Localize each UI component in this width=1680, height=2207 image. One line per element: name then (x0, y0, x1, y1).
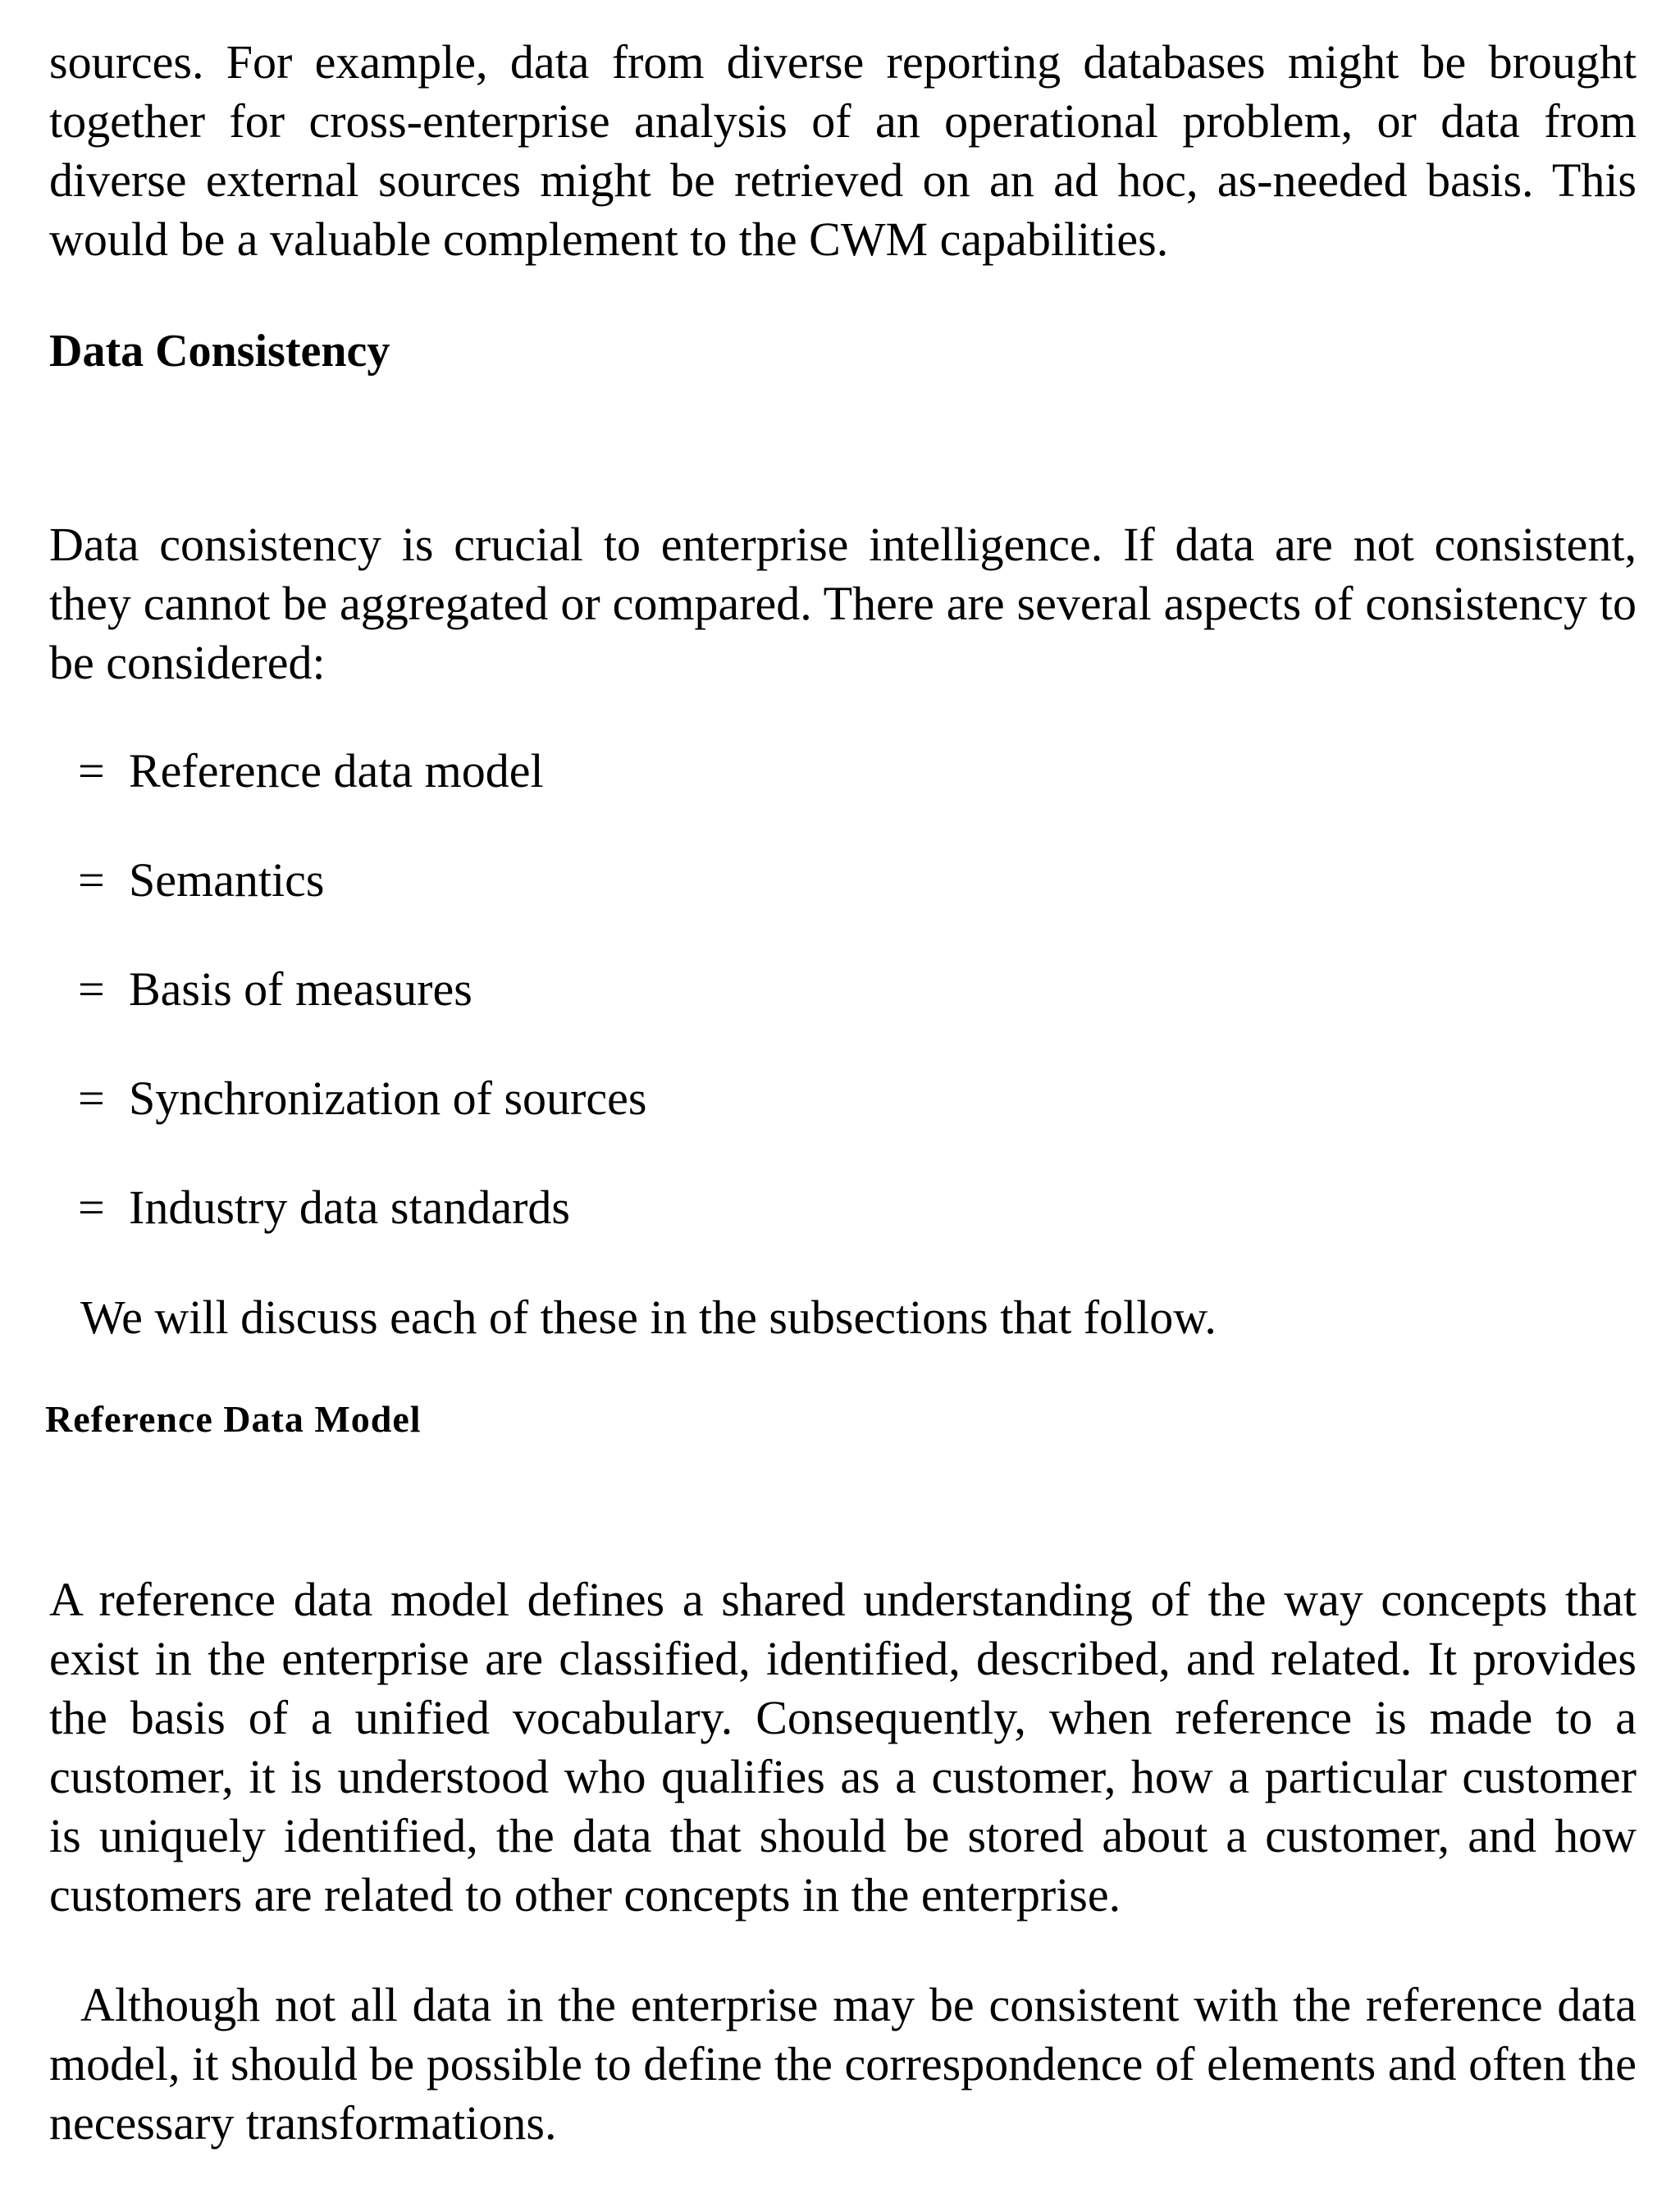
bullet-marker: = (78, 853, 105, 907)
bullet-text: Synchronization of sources (129, 1072, 647, 1125)
bullet-item (78, 961, 472, 1018)
consistency-paragraph: Data consistency is crucial to enterprise intelligence. If data are not consistent, they cannot be aggregated or compared. There are several aspects of consistency to be considered: (49, 518, 1637, 689)
section-heading-data-consistency: Data Consistency (49, 326, 390, 377)
bullet-text: Basis of measures (129, 962, 472, 1016)
bullet-text: Industry data standards (129, 1181, 570, 1234)
discuss-line: We will discuss each of these in the subsections that follow. (80, 1291, 1217, 1344)
bullet-text: Semantics (129, 853, 325, 907)
bullet-marker: = (78, 1072, 105, 1125)
bullet-marker: = (78, 744, 105, 797)
bullet-marker: = (78, 962, 105, 1016)
bullet-text: Reference data model (129, 744, 544, 797)
intro-paragraph: sources. For example, data from diverse reporting databases might be brought together for cross-enterprise analysis of an operational problem, or data from diverse external sources might be retrieved on an ad hoc, as-needed basis. This would be a valuable complement to the CWM capabilities. (49, 35, 1637, 266)
bullet-item (78, 852, 324, 909)
bullet-item (78, 1070, 646, 1127)
reference-paragraph: A reference data model defines a shared understanding of the way concepts that exist in the enterprise are classified, identified, described, and related. It provides the basis of a unified vocabulary. Consequently, when reference is made to a customer, it is understood who qualifies as a customer, how a particular customer is uniquely identified, the data that should be stored about a customer, and how customers are related to other concepts in the enterprise. (49, 1573, 1637, 1921)
bullet-item (78, 743, 544, 800)
subsection-heading-reference-data-model: Reference Data Model (45, 1398, 422, 1440)
bullet-item (78, 1179, 570, 1236)
bullet-marker: = (78, 1181, 105, 1234)
closing-paragraph: Although not all data in the enterprise may be consistent with the reference data model, it should be possible to define the correspondence of elements and often the necessary transformations. (49, 1978, 1637, 2150)
